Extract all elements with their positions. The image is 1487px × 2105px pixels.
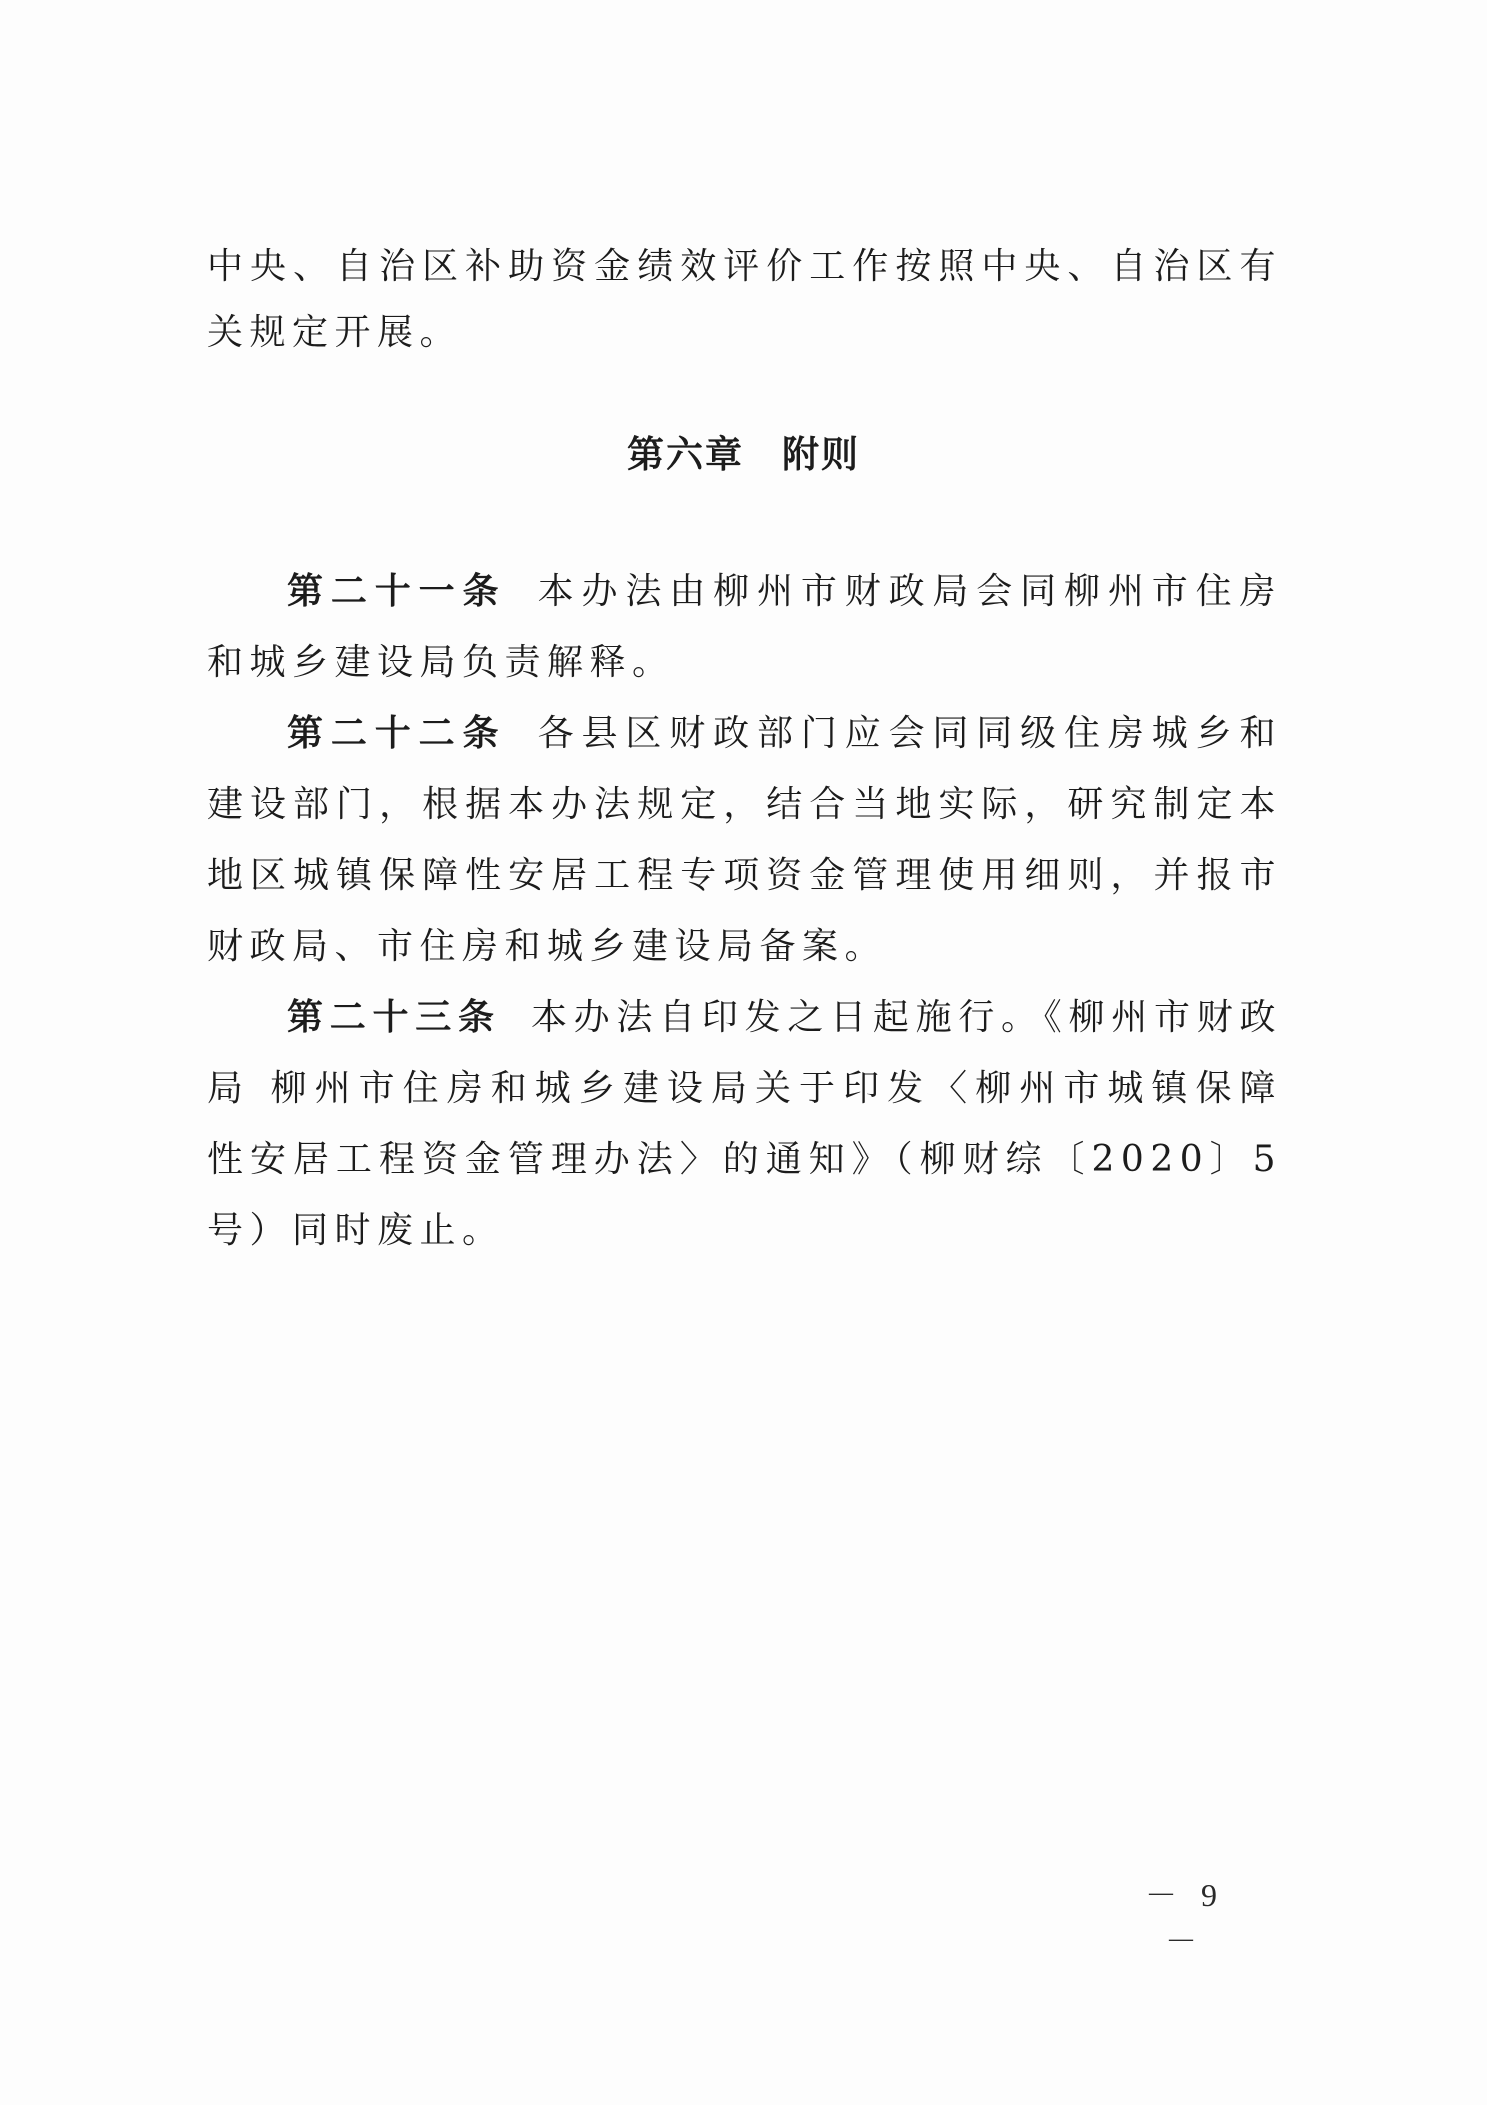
chapter-title: 附则 bbox=[782, 433, 860, 476]
article-23 bbox=[207, 982, 1282, 1266]
article-text: 各县区财政部门应会同同级住房城乡和建设部门，根据本办法规定，结合当地实际，研究制定本地区城镇保障性安居工程专项资金管理使用细则，并报市财政局、市住房和城乡建设局备案。 bbox=[207, 713, 1282, 967]
article-21 bbox=[207, 556, 1282, 698]
continuation-paragraph: 中央、自治区补助资金绩效评价工作按照中央、自治区有关规定开展。 bbox=[207, 246, 1282, 353]
article-22 bbox=[207, 698, 1282, 982]
article-text: 本办法自印发之日起施行。《柳州市财政局 柳州市住房和城乡建设局关于印发〈柳州市城镇保障性安居工程资金管理办法〉的通知》（柳财综〔2020〕5号）同时废止。 bbox=[207, 997, 1282, 1251]
article-text: 本办法由柳州市财政局会同柳州市住房和城乡建设局负责解释。 bbox=[207, 571, 1282, 683]
article-label: 第二十二条 bbox=[287, 713, 507, 754]
chapter-heading bbox=[0, 424, 1487, 478]
article-label: 第二十三条 bbox=[287, 997, 501, 1038]
chapter-number: 第六章 bbox=[627, 433, 744, 476]
articles-section bbox=[207, 556, 1282, 1266]
page-number: － 9 － bbox=[1144, 1877, 1225, 1959]
article-label: 第二十一条 bbox=[287, 571, 507, 612]
